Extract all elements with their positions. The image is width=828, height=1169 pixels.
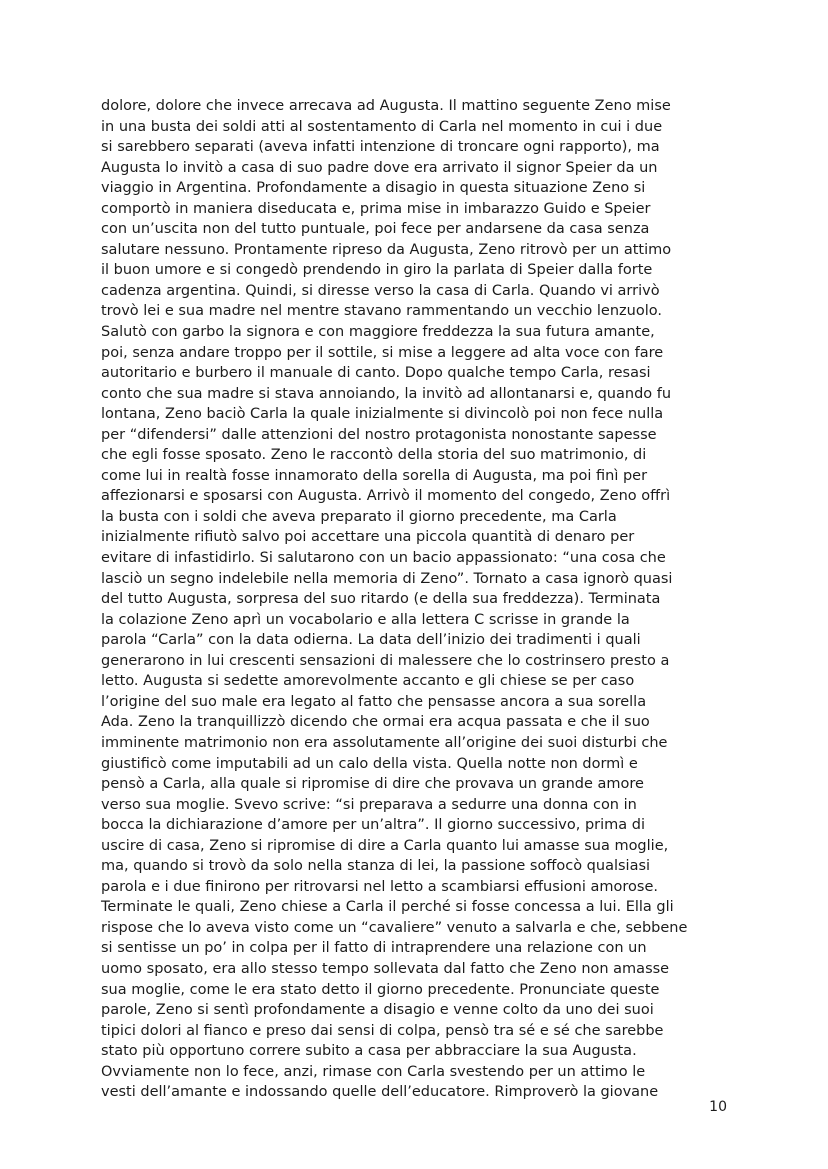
text-line: rispose che lo aveva visto come un “cavaliere” venuto a salvarla e che, sebbene — [101, 919, 688, 936]
text-line: per “difendersi” dalle attenzioni del nostro protagonista nonostante sapesse — [101, 426, 657, 443]
text-line: Ada. Zeno la tranquillizzò dicendo che ormai era acqua passata e che il suo — [101, 714, 650, 731]
text-line: lasciò un segno indelebile nella memoria di Zeno”. Tornato a casa ignorò quasi — [101, 570, 673, 587]
text-line: viaggio in Argentina. Profondamente a disagio in questa situazione Zeno si — [101, 180, 646, 197]
text-line: che egli fosse sposato. Zeno le raccontò della storia del suo matrimonio, di — [101, 447, 647, 464]
text-line: con un’uscita non del tutto puntuale, poi fece per andarsene da casa senza — [101, 221, 650, 238]
text-line: del tutto Augusta, sorpresa del suo ritardo (e della sua freddezza). Terminata — [101, 591, 661, 608]
text-line: ma, quando si trovò da solo nella stanza di lei, la passione soffocò qualsiasi — [101, 858, 651, 875]
text-line: conto che sua madre si stava annoiando, la invitò ad allontanarsi e, quando fu — [101, 385, 672, 402]
text-line: autoritario e burbero il manuale di canto. Dopo qualche tempo Carla, resasi — [101, 365, 651, 382]
body-paragraph — [101, 96, 741, 1103]
page-number: 10 — [709, 1099, 727, 1115]
text-line: evitare di infastidirlo. Si salutarono con un bacio appassionato: “una cosa che — [101, 550, 666, 567]
text-line: dolore, dolore che invece arrecava ad Augusta. Il mattino seguente Zeno mise — [101, 98, 671, 114]
text-line: parola e i due finirono per ritrovarsi nel letto a scambiarsi effusioni amorose. — [101, 878, 658, 895]
text-line: trovò lei e sua madre nel mentre stavano rammentando un vecchio lenzuolo. — [101, 303, 662, 320]
text-line: si sarebbero separati (aveva infatti intenzione di troncare ogni rapporto), ma — [101, 139, 660, 156]
text-line: Terminate le quali, Zeno chiese a Carla il perché si fosse concessa a lui. Ella gli — [101, 899, 674, 916]
text-line: cadenza argentina. Quindi, si diresse verso la casa di Carla. Quando vi arrivò — [101, 282, 660, 299]
text-line: come lui in realtà fosse innamorato della sorella di Augusta, ma poi finì per — [101, 467, 648, 484]
text-line: comportò in maniera diseducata e, prima mise in imbarazzo Guido e Speier — [101, 200, 651, 217]
text-line: verso sua moglie. Svevo scrive: “si preparava a sedurre una donna con in — [101, 796, 637, 813]
text-line: generarono in lui crescenti sensazioni di malessere che lo costrinsero presto a — [101, 652, 670, 669]
text-line: pensò a Carla, alla quale si ripromise di dire che provava un grande amore — [101, 776, 644, 793]
text-line: lontana, Zeno baciò Carla la quale inizialmente si divincolò poi non fece nulla — [101, 406, 664, 423]
text-line: inizialmente rifiutò salvo poi accettare una piccola quantità di denaro per — [101, 529, 635, 546]
text-line: Augusta lo invitò a casa di suo padre dove era arrivato il signor Speier da un — [101, 159, 658, 176]
text-line: si sentisse un po’ in colpa per il fatto di intraprendere una relazione con un — [101, 940, 647, 957]
text-line: imminente matrimonio non era assolutamente all’origine dei suoi disturbi che — [101, 734, 668, 751]
text-line: la colazione Zeno aprì un vocabolario e alla lettera C scrisse in grande la — [101, 611, 630, 628]
text-line: salutare nessuno. Prontamente ripreso da Augusta, Zeno ritrovò per un attimo — [101, 241, 672, 258]
text-line: stato più opportuno correre subito a casa per abbracciare la sua Augusta. — [101, 1043, 637, 1060]
text-line: in una busta dei soldi atti al sostentamento di Carla nel momento in cui i due — [101, 118, 663, 135]
text-line: l’origine del suo male era legato al fatto che pensasse ancora a sua sorella — [101, 693, 647, 710]
text-line: giustificò come imputabili ad un calo della vista. Quella notte non dormì e — [101, 755, 638, 772]
text-line: Ovviamente non lo fece, anzi, rimase con Carla svestendo per un attimo le — [101, 1063, 646, 1080]
text-line: parola “Carla” con la data odierna. La data dell’inizio dei tradimenti i quali — [101, 632, 641, 649]
text-line: uscire di casa, Zeno si ripromise di dire a Carla quanto lui amasse sua moglie, — [101, 837, 669, 854]
text-line: poi, senza andare troppo per il sottile, si mise a leggere ad alta voce con fare — [101, 344, 664, 361]
text-line: letto. Augusta si sedette amorevolmente accanto e gli chiese se per caso — [101, 673, 635, 690]
text-line: uomo sposato, era allo stesso tempo sollevata dal fatto che Zeno non amasse — [101, 960, 670, 977]
text-line: il buon umore e si congedò prendendo in giro la parlata di Speier dalla forte — [101, 262, 653, 279]
text-line: la busta con i soldi che aveva preparato il giorno precedente, ma Carla — [101, 508, 617, 525]
text-line: Salutò con garbo la signora e con maggiore freddezza la sua futura amante, — [101, 324, 655, 341]
text-line: affezionarsi e sposarsi con Augusta. Arrivò il momento del congedo, Zeno offrì — [101, 488, 671, 505]
text-line: vesti dell’amante e indossando quelle dell’educatore. Rimproverò la giovane — [101, 1084, 659, 1101]
text-line: sua moglie, come le era stato detto il giorno precedente. Pronunciate queste — [101, 981, 660, 998]
text-line: bocca la dichiarazione d’amore per un’altra”. Il giorno successivo, prima di — [101, 817, 646, 834]
text-line: parole, Zeno si sentì profondamente a disagio e venne colto da uno dei suoi — [101, 1002, 654, 1019]
text-line: tipici dolori al fianco e preso dai sensi di colpa, pensò tra sé e sé che sarebbe — [101, 1022, 664, 1039]
